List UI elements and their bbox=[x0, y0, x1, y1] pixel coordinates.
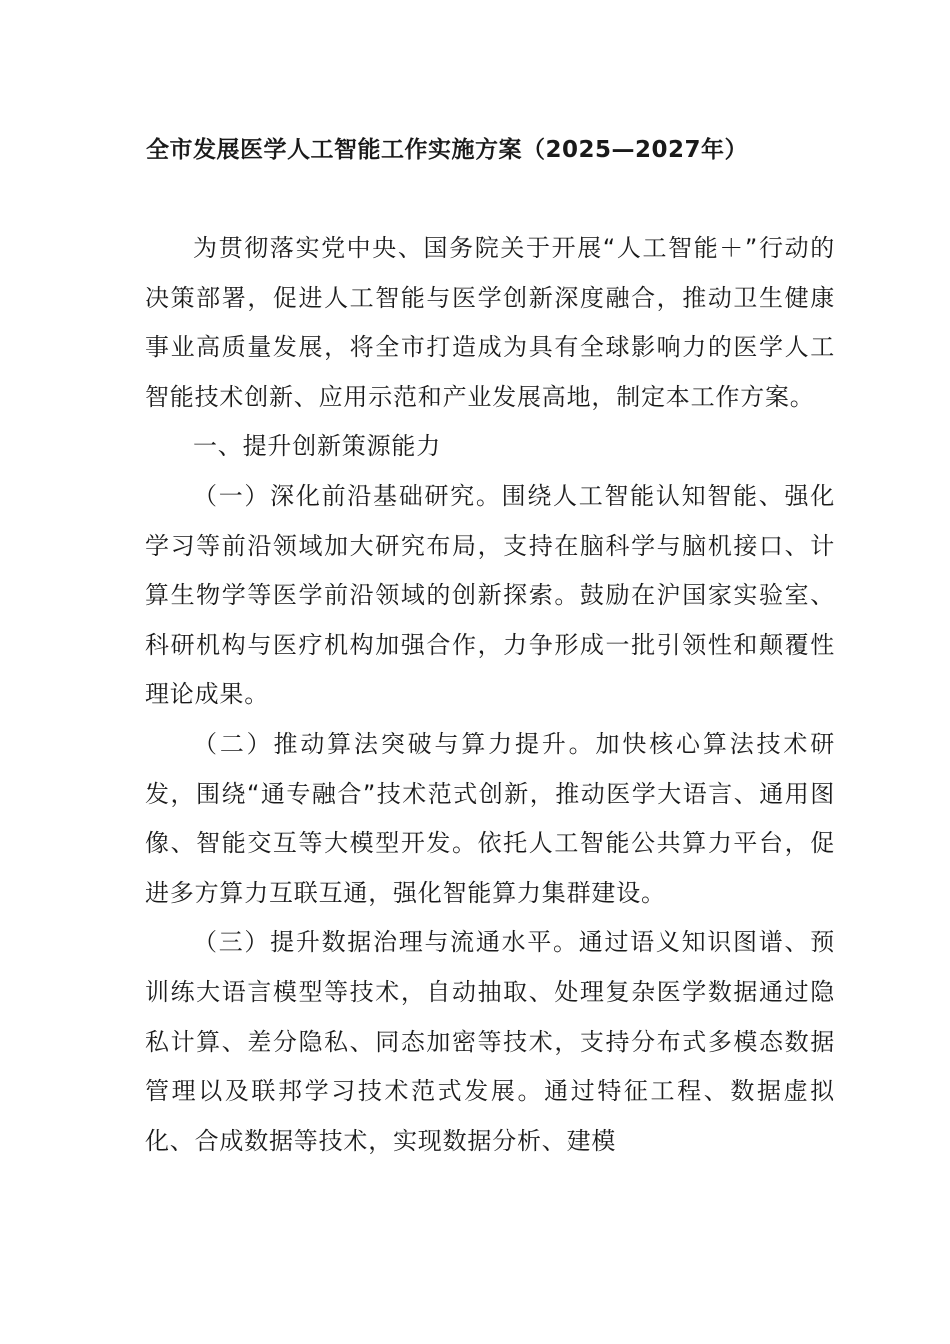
subsection-paragraph-3: （三）提升数据治理与流通水平。通过语义知识图谱、预训练大语言模型等技术，自动抽取、处理复杂医学数据通过隐私计算、差分隐私、同态加密等技术，支持分布式多模态数据管理以及联邦学习技术范式发展。通过特征工程、数据虚拟化、合成数据等技术，实现数据分析、建模 bbox=[145, 928, 835, 1155]
subsection-paragraph-2: （二）推动算法突破与算力提升。加快核心算法技术研发，围绕“通专融合”技术范式创新，推动医学大语言、通用图像、智能交互等大模型开发。依托人工智能公共算力平台，促进多方算力互联互通，强化智能算力集群建设。 bbox=[145, 729, 835, 907]
document-body bbox=[145, 224, 835, 1166]
document-title: 全市发展医学人工智能工作实施方案（2025—2027年） bbox=[146, 137, 749, 163]
intro-paragraph: 为贯彻落实党中央、国务院关于开展“人工智能＋”行动的决策部署，促进人工智能与医学创新深度融合，推动卫生健康事业高质量发展，将全市打造成为具有全球影响力的医学人工智能技术创新、应用示范和产业发展高地，制定本工作方案。 bbox=[145, 234, 835, 411]
subsection-paragraph-1: （一）深化前沿基础研究。围绕人工智能认知智能、强化学习等前沿领域加大研究布局，支持在脑科学与脑机接口、计算生物学等医学前沿领域的创新探索。鼓励在沪国家实验室、科研机构与医疗机构加强合作，力争形成一批引领性和颠覆性理论成果。 bbox=[145, 481, 835, 709]
section-heading-1: 一、提升创新策源能力 bbox=[193, 432, 441, 461]
